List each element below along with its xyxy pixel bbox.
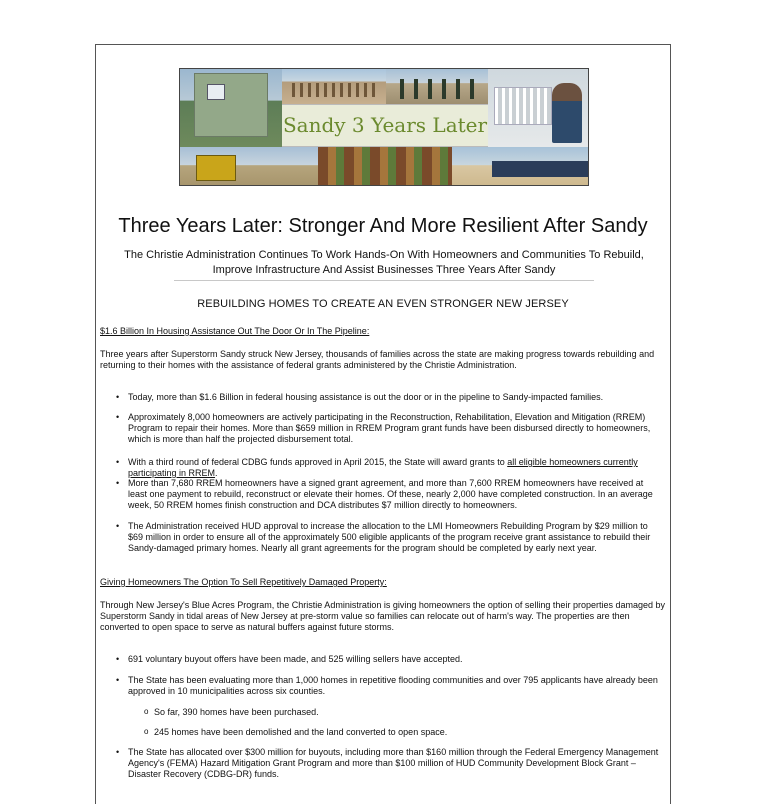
list-item: • The State has allocated over $300 million for buyouts, including more than $160 million through the Federal Emergency Management Agency's (FEMA) Hazard Mitigation Grant Program and more than $100 million of HUD Community Development Block Grant – Disaster Recovery (CDBG-DR) funds. — [116, 747, 664, 780]
document-subtitle: The Christie Administration Continues To Work Hands-On With Homeowners and Communities To Rebuild, Improve Infrastructure And Assist Businesses Three Years After Sandy — [124, 249, 644, 276]
store-photo — [318, 147, 452, 186]
list-item — [116, 457, 664, 479]
buyout-intro: Through New Jersey's Blue Acres Program, the Christie Administration is giving homeowners the option of selling their properties damaged by Superstorm Sandy in tidal areas of New Jersey at pre-storm value so families can relocate out of harm's way. The properties are then converted to open space to serve as natural buffers against future storms. — [100, 600, 665, 632]
volunteers-photo — [386, 69, 488, 104]
bulldozer-photo — [180, 147, 318, 186]
housing-heading: $1.6 Billion In Housing Assistance Out The Door Or In The Pipeline: — [100, 326, 370, 336]
sub-list-item: o So far, 390 homes have been purchased. — [144, 707, 644, 718]
list-item: • The State has been evaluating more than 1,000 homes in repetitive flooding communities and over 795 applicants have already been approved in 10 municipalities across six counties. — [116, 675, 664, 697]
homeowners-photo — [488, 69, 589, 147]
document-title: Three Years Later: Stronger And More Resilient After Sandy — [118, 215, 648, 237]
document-page — [95, 44, 671, 804]
divider — [174, 280, 594, 281]
banner-collage-image — [179, 68, 589, 186]
beach-posts-photo — [282, 69, 386, 104]
list-item-text: With a third round of federal CDBG funds approved in April 2015, the State will award grants to — [128, 457, 508, 467]
list-item: • Today, more than $1.6 Billion in federal housing assistance is out the door or in the pipeline to Sandy-impacted families. — [116, 392, 664, 403]
list-item: • Approximately 8,000 homeowners are actively participating in the Reconstruction, Rehabilitation, Elevation and Mitigation (RREM) Program to repair their homes. More than $659 million in RREM Program grant funds have been disbursed directly to homeowners, which is more than half the projected disbursement total. — [116, 412, 664, 445]
house-photo — [180, 69, 282, 147]
banner-title: Sandy 3 Years Later — [282, 113, 488, 137]
list-item: • More than 7,680 RREM homeowners have a signed grant agreement, and more than 7,600 RREM homeowners have received at least one payment to rebuild, reconstruct or elevate their homes. Of these, nearly 2,000 have completed construction. In an average week, 50 RREM homes finish construction and DCA distributes $7 million directly to homeowners. — [116, 478, 664, 511]
sub-list-item: o 245 homes have been demolished and the land converted to open space. — [144, 727, 644, 738]
list-item-end: . — [215, 468, 218, 478]
banner-title-box — [282, 104, 488, 147]
list-item: • The Administration received HUD approval to increase the allocation to the LMI Homeowners Rebuilding Program by $29 million to $69 million in order to ensure all of the approximately 500 eligible applicants of the program receive grant assistance to rebuild their Sandy-damaged primary homes. Nearly all grant agreements for the program should be completed by early next year. — [116, 521, 664, 554]
rrem-link[interactable]: all eligible homeowners currently participating in RREM — [128, 457, 638, 478]
housing-intro: Three years after Superstorm Sandy struck New Jersey, thousands of families across the state are making progress towards rebuilding and returning to their homes with the assistance of federal grants administered by the Christie Administration. — [100, 349, 655, 370]
boardwalk-photo — [452, 147, 589, 186]
buyout-heading: Giving Homeowners The Option To Sell Repetitively Damaged Property: — [100, 577, 387, 587]
section-heading: REBUILDING HOMES TO CREATE AN EVEN STRONGER NEW JERSEY — [197, 298, 569, 310]
list-item: • 691 voluntary buyout offers have been made, and 525 willing sellers have accepted. — [116, 654, 664, 665]
